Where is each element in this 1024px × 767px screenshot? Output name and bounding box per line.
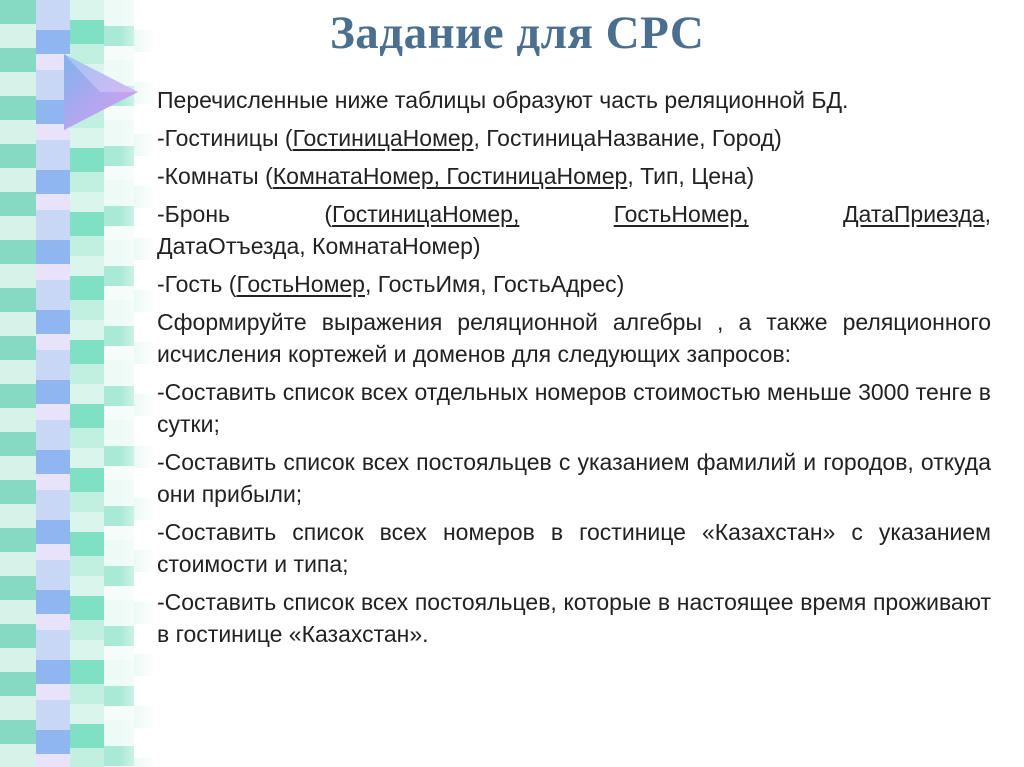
booking-line-1	[157, 198, 991, 230]
primary-key: ГостьНомер,	[613, 201, 749, 227]
table-attributes: , ГостиницаНазвание, Город)	[473, 125, 782, 151]
slide-body	[157, 84, 991, 656]
table-attributes: , Тип, Цена)	[627, 163, 755, 189]
primary-key: ДатаПриезда	[842, 201, 985, 227]
table-attributes: , ГостьИмя, ГостьАдрес)	[364, 271, 625, 297]
query-item: -Составить список всех отдельных номеров стоимостью меньше 3000 тенге в сутки;	[157, 379, 991, 437]
triangle-arrow-icon	[60, 50, 140, 132]
table-prefix: -Гостиницы (	[157, 125, 293, 151]
table-rooms	[157, 160, 991, 192]
booking-key-group-end	[843, 198, 991, 230]
table-hotels	[157, 122, 991, 154]
query-item: -Составить список всех постояльцев с указанием фамилий и городов, откуда они прибыли;	[157, 449, 991, 507]
booking-key-group: (ГостиницаНомер,	[324, 201, 520, 227]
table-booking	[157, 198, 991, 262]
query-item: -Составить список всех постояльцев, которые в настоящее время проживают в гостинице «Казахстан».	[157, 589, 991, 647]
table-prefix: -Комнаты (	[157, 163, 273, 189]
primary-key: ГостиницаНомер	[292, 125, 474, 151]
primary-key: КомнатаНомер, ГостиницаНомер	[272, 163, 628, 189]
table-prefix: -Бронь	[157, 201, 231, 227]
intro-text: Перечисленные ниже таблицы образуют часть реляционной БД.	[157, 87, 849, 113]
booking-line-2: ДатаОтъезда, КомнатаНомер)	[157, 233, 481, 259]
primary-key: ГостьНомер	[236, 271, 365, 297]
task-text: Сформируйте выражения реляционной алгебры , а также реляционного исчисления кортежей и доменов для следующих запросов:	[157, 309, 991, 367]
table-attributes: ,	[984, 201, 991, 227]
table-guest	[157, 268, 991, 300]
strip-column	[0, 0, 36, 767]
query-item: -Составить список всех номеров в гостинице «Казахстан» с указанием стоимости и типа;	[157, 519, 991, 577]
slide-title: Задание для СРС	[330, 7, 705, 59]
table-prefix: -Гость (	[157, 271, 237, 297]
primary-key: ГостиницаНомер,	[332, 201, 520, 227]
